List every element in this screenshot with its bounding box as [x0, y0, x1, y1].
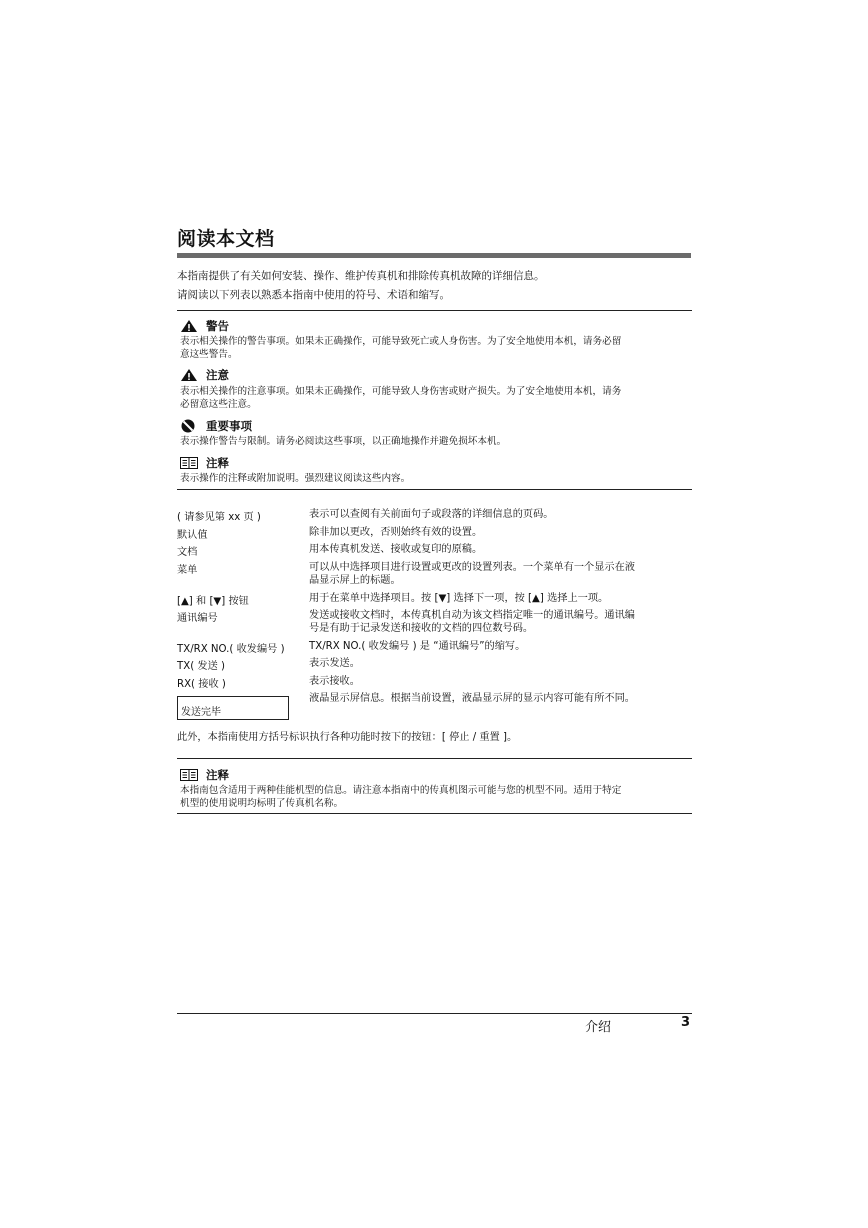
def-rx: 表示接收。	[309, 676, 360, 687]
term-menu: 菜单	[177, 565, 198, 576]
lcd-message-example: 发送完毕	[177, 696, 289, 720]
term-txrx-no: TX/RX NO.( 收发编号 )	[177, 644, 285, 655]
book-note-icon	[180, 456, 198, 470]
book-note-icon	[180, 768, 198, 782]
def-tx: 表示发送。	[309, 658, 360, 669]
caution-heading: 注意	[180, 367, 229, 383]
term-arrow-buttons: [▲] 和 [▼] 按钮	[177, 596, 249, 607]
def-menu: 可以从中选择项目进行设置或更改的设置列表。一个菜单有一个显示在液 晶显示屏上的标题。	[309, 562, 635, 586]
term-document: 文档	[177, 547, 198, 558]
warning-heading: 警告	[180, 318, 229, 334]
note-heading: 注释	[180, 455, 229, 471]
brackets-note: 此外，本指南使用方括号标识执行各种功能时按下的按钮：[ 停止 / 重置 ]。	[177, 732, 518, 743]
note-body: 表示操作的注释或附加说明。强烈建议阅读这些内容。	[180, 473, 411, 484]
intro-line-1: 本指南提供了有关如何安装、操作、维护传真机和排除传真机故障的详细信息。	[177, 270, 545, 282]
def-arrow-buttons: 用于在菜单中选择项目。按 [▼] 选择下一项，按 [▲] 选择上一项。	[309, 593, 609, 604]
def-tx-number: 发送或接收文档时，本传真机自动为该文档指定唯一的通讯编号。通讯编 号是有助于记录发送和接收的文档的四位数号码。	[309, 610, 635, 634]
bottom-note-heading: 注释	[180, 767, 229, 783]
def-page-ref: 表示可以查阅有关前面句子或段落的详细信息的页码。	[309, 509, 554, 520]
warning-body: 表示相关操作的警告事项。如果未正确操作，可能导致死亡或人身伤害。为了安全地使用本机，请务必留 意这些警告。	[180, 336, 622, 360]
def-document: 用本传真机发送、接收或复印的原稿。	[309, 544, 483, 555]
notice-box-top-rule	[177, 310, 692, 311]
bottom-note-top-rule	[177, 758, 692, 759]
caution-triangle-icon	[180, 368, 198, 382]
footer-rule	[177, 1013, 692, 1014]
def-default: 除非加以更改，否则始终有效的设置。	[309, 527, 483, 538]
footer-section-label: 介绍	[585, 1020, 612, 1035]
term-page-ref: ( 请参见第 xx 页 )	[177, 512, 261, 523]
term-tx-number: 通讯编号	[177, 613, 218, 624]
term-tx: TX( 发送 )	[177, 661, 226, 672]
notice-box-bottom-rule	[177, 489, 692, 490]
important-heading: 重要事项	[180, 418, 252, 434]
def-txrx-no: TX/RX NO.( 收发编号 ) 是 “通讯编号”的缩写。	[309, 641, 526, 652]
caution-body: 表示相关操作的注意事项。如果未正确操作，可能导致人身伤害或财产损失。为了安全地使用本机，请务 必留意这些注意。	[180, 386, 622, 410]
page-number: 3	[681, 1015, 691, 1030]
title-rule	[177, 253, 691, 258]
important-body: 表示操作警告与限制。请务必阅读这些事项，以正确地操作并避免损坏本机。	[180, 436, 507, 447]
def-lcd-message: 液晶显示屏信息。根据当前设置，液晶显示屏的显示内容可能有所不同。	[309, 693, 635, 704]
warning-triangle-icon	[180, 319, 198, 333]
page-title: 阅读本文档	[177, 228, 275, 250]
intro-line-2: 请阅读以下列表以熟悉本指南中使用的符号、术语和缩写。	[177, 289, 450, 301]
term-default: 默认值	[177, 530, 208, 541]
bottom-note-bottom-rule	[177, 813, 692, 814]
term-rx: RX( 接收 )	[177, 679, 226, 690]
prohibited-icon	[180, 419, 198, 433]
bottom-note-body: 本指南包含适用于两种佳能机型的信息。请注意本指南中的传真机图示可能与您的机型不同。适用于特定 机型的使用说明均标明了传真机名称。	[180, 785, 622, 809]
